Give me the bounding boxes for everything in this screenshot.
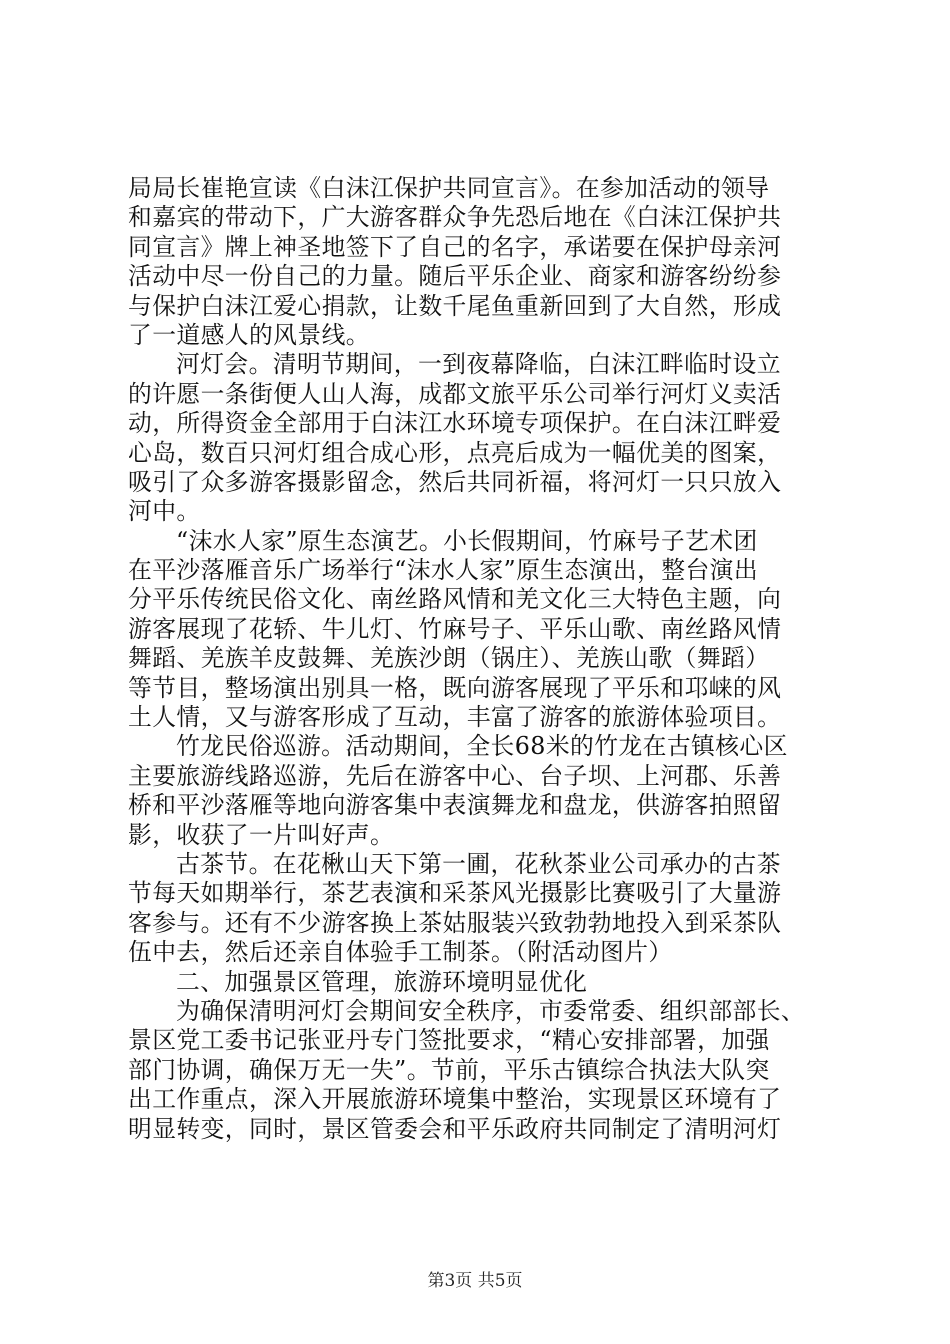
page-footer: 第3页 共5页 (427, 1271, 523, 1291)
text-line: 影，收获了一片叫好声。 (128, 820, 395, 849)
text-line: 为确保清明河灯会期间安全秩序，市委常委、组织部部长、 (176, 996, 806, 1025)
text-line: 了一道感人的风景线。 (128, 320, 370, 349)
text-line: 部门协调，确保万无一失”。节前，平乐古镇综合执法大队突 (128, 1055, 770, 1084)
text-line: 土人情，又与游客形成了互动，丰富了游客的旅游体验项目。 (128, 703, 782, 732)
text-line: 在平沙落雁音乐广场举行“沫水人家”原生态演出，整台演出 (128, 556, 759, 585)
text-line: 活动中尽一份自己的力量。随后平乐企业、商家和游客纷纷参 (128, 262, 782, 291)
text-line: 河中。 (128, 497, 201, 526)
text-line: 古茶节。在花楸山天下第一圃，花秋茶业公司承办的古茶 (176, 849, 781, 878)
text-line: 客参与。还有不少游客换上茶姑服装兴致勃勃地投入到采茶队 (128, 908, 782, 937)
text-line: 明显转变，同时，景区管委会和平乐政府共同制定了清明河灯 (128, 1114, 782, 1143)
text-line: 出工作重点，深入开展旅游环境集中整治，实现景区环境有了 (128, 1085, 782, 1114)
text-line: 吸引了众多游客摄影留念，然后共同祈福，将河灯一只只放入 (128, 467, 782, 496)
text-line: 舞蹈、羌族羊皮鼓舞、羌族沙朗（锅庄）、羌族山歌（舞蹈） (128, 644, 770, 673)
text-line: 竹龙民俗巡游。活动期间，全长68米的竹龙在古镇核心区 (176, 732, 788, 761)
text-line: 游客展现了花轿、牛儿灯、竹麻号子、平乐山歌、南丝路风情 (128, 614, 782, 643)
text-line: 节每天如期举行，茶艺表演和采茶风光摄影比赛吸引了大量游 (128, 879, 782, 908)
text-line: “沫水人家”原生态演艺。小长假期间，竹麻号子艺术团 (176, 526, 758, 555)
text-line: 分平乐传统民俗文化、南丝路风情和羌文化三大特色主题，向 (128, 585, 782, 614)
text-line: 二、加强景区管理，旅游环境明显优化 (176, 967, 588, 996)
text-line: 等节目，整场演出别具一格，既向游客展现了平乐和邛崃的风 (128, 673, 782, 702)
text-line: 的许愿一条街便人山人海，成都文旅平乐公司举行河灯义卖活 (128, 379, 782, 408)
text-line: 和嘉宾的带动下，广大游客群众争先恐后地在《白沫江保护共 (128, 203, 782, 232)
text-line: 与保护白沫江爱心捐款，让数千尾鱼重新回到了大自然，形成 (128, 291, 782, 320)
text-line: 河灯会。清明节期间，一到夜幕降临，白沫江畔临时设立 (176, 350, 781, 379)
text-line: 景区党工委书记张亚丹专门签批要求，“精心安排部署，加强 (128, 1026, 770, 1055)
text-line: 局局长崔艳宣读《白沫江保护共同宣言》。在参加活动的领导 (128, 174, 770, 202)
text-line: 伍中去，然后还亲自体验手工制茶。（附活动图片） (128, 938, 673, 967)
document-body (128, 174, 828, 1144)
text-line: 同宣言》牌上神圣地签下了自己的名字，承诺要在保护母亲河 (128, 232, 782, 261)
text-line: 动，所得资金全部用于白沫江水环境专项保护。在白沫江畔爱 (128, 409, 782, 438)
text-line: 主要旅游线路巡游，先后在游客中心、台子坝、上河郡、乐善 (128, 761, 782, 790)
text-line: 桥和平沙落雁等地向游客集中表演舞龙和盘龙，供游客拍照留 (128, 791, 782, 820)
text-line: 心岛，数百只河灯组合成心形，点亮后成为一幅优美的图案， (128, 438, 782, 467)
